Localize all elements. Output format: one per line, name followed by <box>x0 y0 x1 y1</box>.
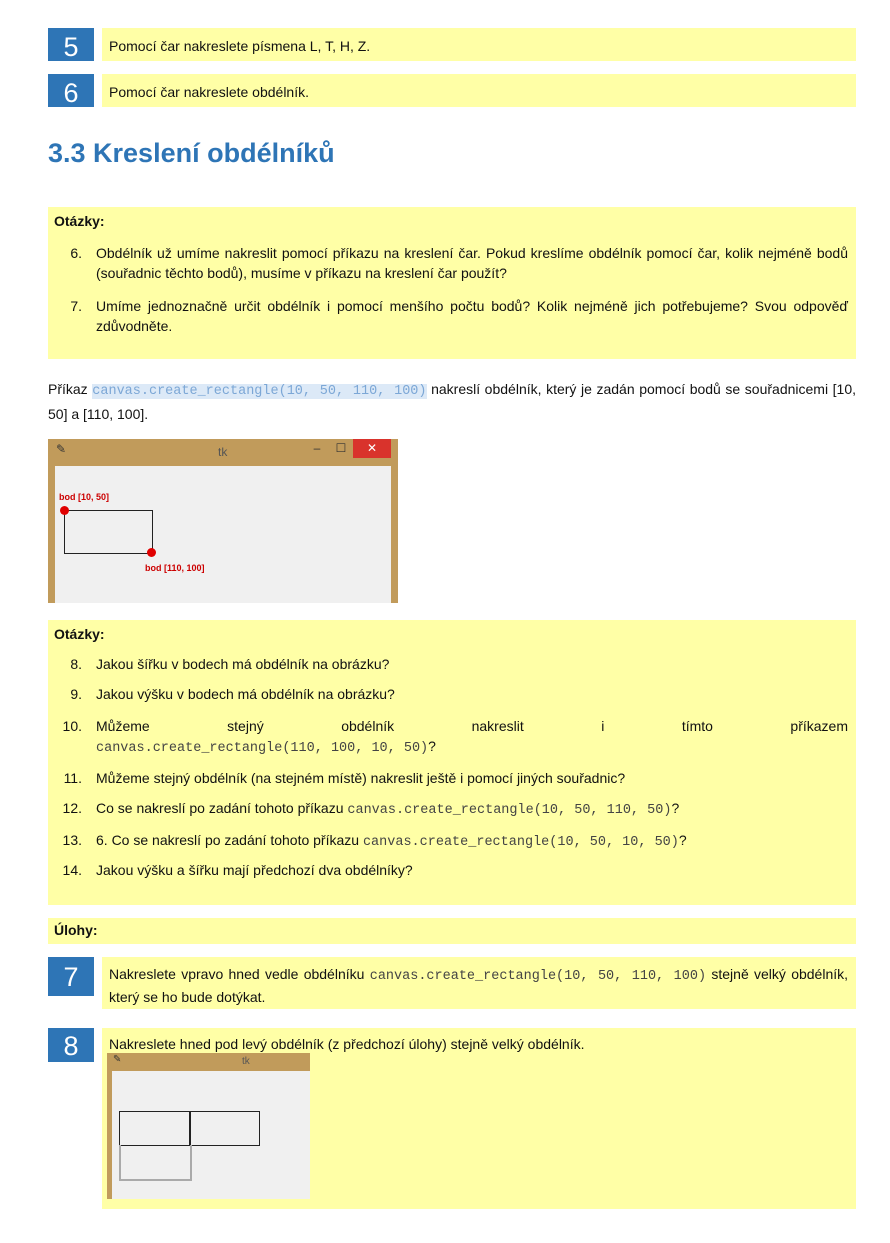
rectangle-bottom <box>119 1145 192 1181</box>
rectangle-left <box>119 1111 191 1146</box>
question-text: Umíme jednoznačně určit obdélník i pomocí menšího počtu bodů? Kolik nejméně jich potřebujeme? Svou odpověď zdůvodněte. <box>96 298 848 334</box>
section-title: 3.3 Kreslení obdélníků <box>48 138 335 168</box>
code-snippet: canvas.create_rectangle(10, 50, 110, 100) <box>369 969 707 984</box>
question-text <box>96 830 848 853</box>
point-label-a: bod [10, 50] <box>59 492 110 502</box>
question-number: 7. <box>70 298 82 314</box>
tasks-heading-box <box>48 918 856 944</box>
question-text-part: 6. Co se nakreslí po zadání tohoto příkazu <box>96 832 363 848</box>
question-text: Obdélník už umíme nakreslit pomocí příkazu na kreslení čar. Pokud kreslíme obdélník pomocí čar, kolik nejméně bodů (souřadnic těchto bodů), musíme v příkazu na kreslení čar použít? <box>96 245 848 281</box>
question-text-part: Co se nakreslí po zadání tohoto příkazu <box>96 800 348 816</box>
task-text-6: Pomocí čar nakreslete obdélník. <box>109 84 309 100</box>
point-a-marker <box>60 506 69 515</box>
questions-title-1: Otázky: <box>54 213 105 229</box>
maximize-button: ☐ <box>335 441 347 455</box>
task-box-8 <box>102 1028 856 1209</box>
question-text <box>96 798 848 821</box>
task-box-7 <box>102 957 856 1009</box>
window-title: tk <box>242 1056 250 1067</box>
task-text-7 <box>109 964 848 1007</box>
question-punctuation: ? <box>678 832 687 848</box>
code-snippet: canvas.create_rectangle(10, 50, 110, 50) <box>347 803 672 818</box>
task-number-7: 7 <box>48 957 94 996</box>
task-text-5: Pomocí čar nakreslete písmena L, T, H, Z. <box>109 38 371 54</box>
question-number: 12. <box>62 800 82 816</box>
code-snippet: canvas.create_rectangle(110, 100, 10, 50) <box>96 741 429 756</box>
tk-window-screenshot-small <box>107 1053 310 1199</box>
point-label-b: bod [110, 100] <box>145 563 205 573</box>
intro-paragraph <box>48 378 856 425</box>
question-10 <box>48 716 848 756</box>
code-snippet: canvas.create_rectangle(10, 50, 110, 100) <box>92 384 427 399</box>
task-text-part: stejně velký obdélník, který se ho bude dotýkat. <box>109 966 849 1005</box>
paragraph-text: Příkaz <box>48 381 93 397</box>
questions-title-2: Otázky: <box>54 626 105 642</box>
question-number: 8. <box>70 656 82 672</box>
minimize-button: – <box>313 441 321 455</box>
canvas-area <box>112 1071 310 1199</box>
question-punctuation: ? <box>671 800 680 816</box>
word: příkazem <box>790 718 848 734</box>
word: nakreslit <box>471 718 524 734</box>
word: Můžeme <box>96 718 150 734</box>
paragraph-text: nakreslí obdélník, který je zadán pomocí bodů se souřadnicemi [10, 50] a [110, 100]. <box>48 381 856 422</box>
tk-window-screenshot <box>48 439 398 603</box>
task-number-8: 8 <box>48 1028 94 1062</box>
task-text-part: Nakreslete vpravo hned vedle obdélníku <box>109 966 370 982</box>
question-text: Jakou šířku v bodech má obdélník na obrázku? <box>96 656 390 672</box>
word: obdélník <box>341 718 395 734</box>
task-number-5: 5 <box>48 28 94 61</box>
question-text: Jakou výšku v bodech má obdélník na obrázku? <box>96 686 395 702</box>
question-number: 14. <box>62 862 82 878</box>
tasks-heading: Úlohy: <box>54 922 98 938</box>
questions-box-2 <box>48 620 856 905</box>
task-text-8: Nakreslete hned pod levý obdélník (z předchozí úlohy) stejně velký obdélník. <box>109 1036 585 1052</box>
question-text-line1 <box>96 716 848 736</box>
question-punctuation: ? <box>428 738 436 754</box>
question-number: 11. <box>63 770 82 786</box>
question-number: 6. <box>70 245 82 261</box>
point-b-marker <box>147 548 156 557</box>
question-number: 13. <box>62 832 82 848</box>
questions-box-1 <box>48 207 856 359</box>
question-number: 10. <box>62 718 82 734</box>
rectangle-shape <box>64 510 153 554</box>
task-box-6 <box>102 74 856 107</box>
word: stejný <box>227 718 264 734</box>
question-text-line2 <box>96 736 848 759</box>
code-snippet: canvas.create_rectangle(10, 50, 10, 50) <box>362 835 679 850</box>
close-button: ✕ <box>353 439 391 458</box>
feather-icon: ✎ <box>113 1054 122 1065</box>
word: tímto <box>681 718 713 734</box>
window-title: tk <box>218 445 228 459</box>
task-number-6: 6 <box>48 74 94 107</box>
question-number: 9. <box>70 686 82 702</box>
canvas-area <box>55 466 391 603</box>
question-text: Jakou výšku a šířku mají předchozí dva obdélníky? <box>96 862 413 878</box>
task-box-5 <box>102 28 856 61</box>
word: i <box>601 718 605 734</box>
feather-icon: ✎ <box>56 442 67 456</box>
question-text: Můžeme stejný obdélník (na stejném místě) nakreslit ještě i pomocí jiných souřadnic? <box>96 770 626 786</box>
rectangle-right <box>189 1111 260 1146</box>
